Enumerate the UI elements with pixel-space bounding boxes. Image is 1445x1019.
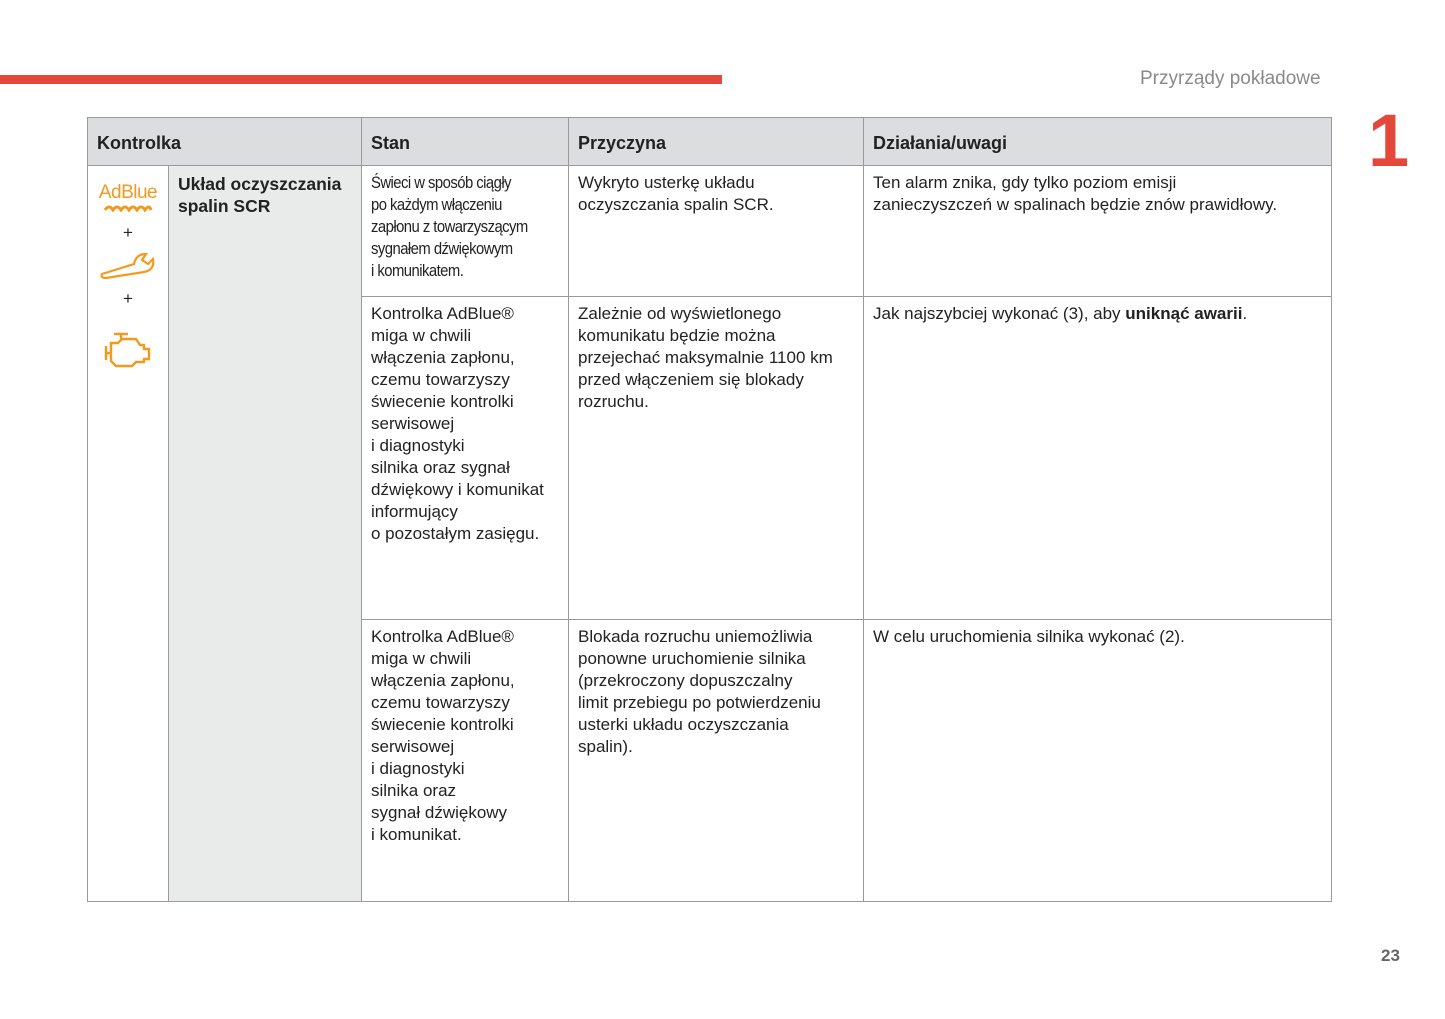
- row3-stan: [361, 619, 569, 902]
- text-line: sygnał dźwiękowy: [371, 803, 508, 822]
- text-line: zanieczyszczeń w spalinach będzie znów prawidłowy.: [873, 195, 1278, 214]
- text-line: przejechać maksymalnie 1100 km: [578, 348, 833, 367]
- text-line: i diagnostyki: [371, 759, 465, 778]
- text-line: Blokada rozruchu uniemożliwia: [578, 627, 813, 646]
- text-line: silnika oraz: [371, 781, 457, 800]
- text-line: Kontrolka AdBlue®: [371, 627, 514, 646]
- text-line: (przekroczony dopuszczalny: [578, 671, 793, 690]
- row1-stan: [361, 165, 569, 297]
- plus-sign: +: [123, 223, 133, 242]
- text-line: zapłonu z towarzyszącym: [371, 218, 528, 236]
- text-line: Kontrolka AdBlue®: [371, 304, 514, 323]
- text-line: limit przebiegu po potwierdzeniu: [578, 693, 821, 712]
- text-line: dźwiękowy i komunikat: [371, 480, 544, 499]
- text-line: czemu towarzyszy: [371, 370, 510, 389]
- text-line: komunikatu będzie można: [578, 326, 776, 345]
- text-line: miga w chwili: [371, 649, 472, 668]
- text-line: po każdym włączeniu: [371, 196, 502, 214]
- text-line: W celu uruchomienia silnika wykonać (2).: [873, 627, 1185, 646]
- text-line: Wykryto usterkę układu: [578, 173, 755, 192]
- text-line: miga w chwili: [371, 326, 472, 345]
- text-line: i diagnostyki: [371, 436, 465, 455]
- text-line: usterki układu oczyszczania: [578, 715, 789, 734]
- row2-dzialania: Jak najszybciej wykonać (3), aby uniknąć awarii.: [863, 296, 1332, 620]
- text-line: oczyszczania spalin SCR.: [578, 195, 774, 214]
- text-line: przed włączeniem się blokady: [578, 370, 804, 389]
- chapter-number: 1: [1368, 99, 1410, 182]
- row1-przyczyna: [568, 165, 864, 297]
- col-header-stan: Stan: [361, 117, 569, 166]
- text-line: świecenie kontrolki: [371, 715, 514, 734]
- text-line: o pozostałym zasięgu.: [371, 524, 540, 543]
- col-header-przyczyna: Przyczyna: [568, 117, 864, 166]
- text-line: serwisowej: [371, 414, 455, 433]
- text-line: Zależnie od wyświetlonego: [578, 304, 782, 323]
- text-line: silnika oraz sygnał: [371, 458, 510, 477]
- text-line: i komunikat.: [371, 825, 462, 844]
- text-line: rozruchu.: [578, 392, 649, 411]
- header-red-bar: [0, 75, 722, 84]
- text-line: i komunikatem.: [371, 262, 464, 280]
- text-line: Świeci w sposób ciągły: [371, 174, 511, 192]
- row3-przyczyna: [568, 619, 864, 902]
- plus-sign: +: [123, 289, 133, 308]
- adblue-icon: AdBlue: [97, 182, 159, 212]
- row2-przyczyna: [568, 296, 864, 620]
- page-number: 23: [1381, 946, 1400, 965]
- text-line: serwisowej: [371, 737, 455, 756]
- text-line: czemu towarzyszy: [371, 693, 510, 712]
- col-header-kontrolka: Kontrolka: [87, 117, 362, 166]
- text-line: włączenia zapłonu,: [371, 348, 515, 367]
- row2-stan: [361, 296, 569, 620]
- text-line: Ten alarm znika, gdy tylko poziom emisji: [873, 173, 1177, 192]
- section-title: Przyrządy pokładowe: [1140, 68, 1321, 89]
- icon-cell: [87, 165, 169, 902]
- col-header-dzialania: Działania/uwagi: [863, 117, 1332, 166]
- system-name: Układ oczyszczania spalin SCR: [168, 165, 362, 902]
- wrench-icon: [98, 250, 158, 280]
- row3-dzialania: [863, 619, 1332, 902]
- text-line: informujący: [371, 502, 458, 521]
- row1-dzialania: [863, 165, 1332, 297]
- text-line: sygnałem dźwiękowym: [371, 240, 513, 258]
- engine-icon: [102, 330, 154, 370]
- text-line: świecenie kontrolki: [371, 392, 514, 411]
- text-line: spalin).: [578, 737, 633, 756]
- text-line: włączenia zapłonu,: [371, 671, 515, 690]
- text-line: ponowne uruchomienie silnika: [578, 649, 806, 668]
